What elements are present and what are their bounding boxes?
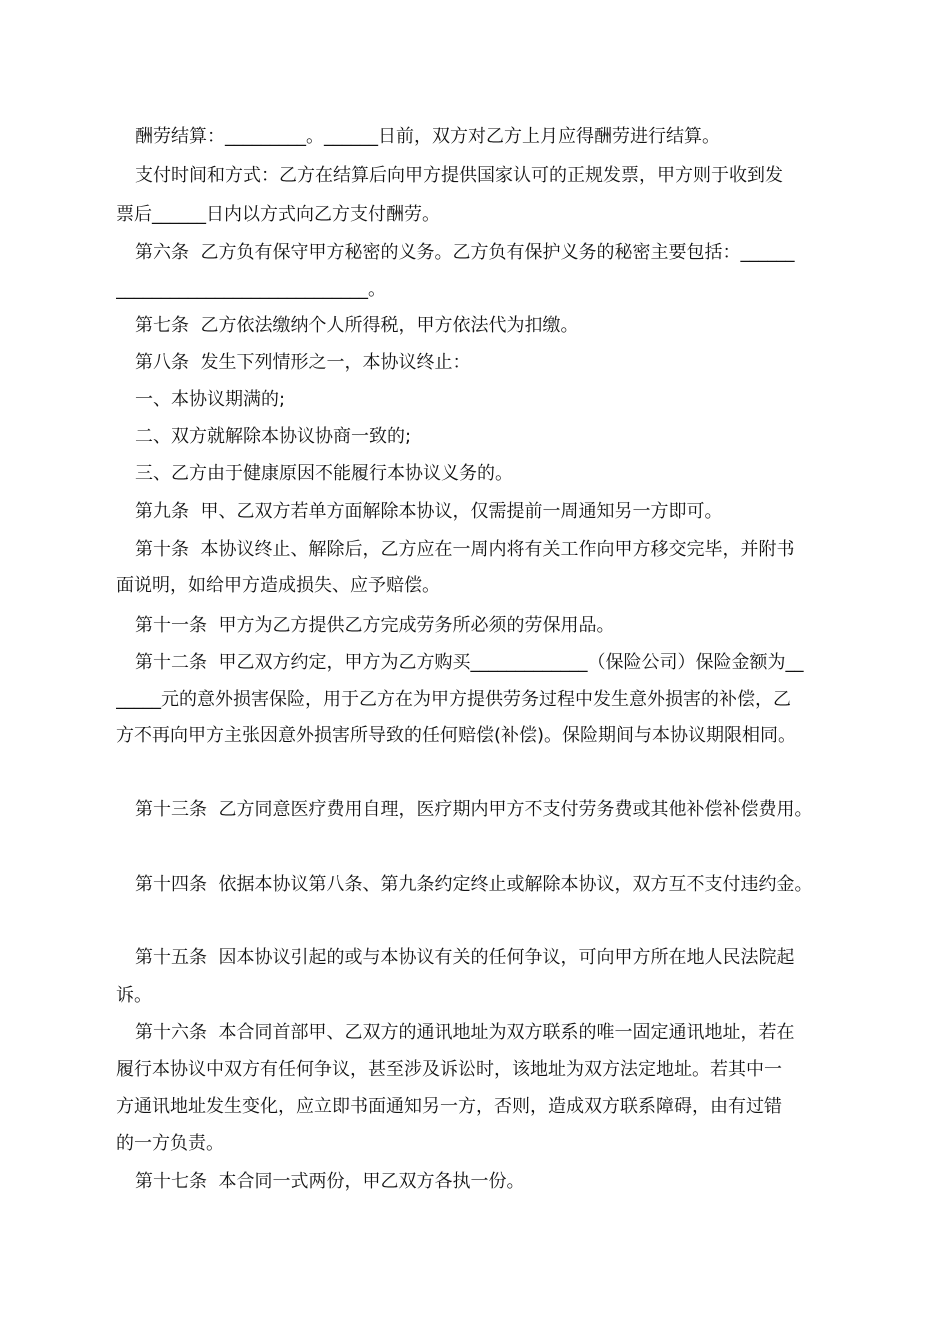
text-line: 第十三条 乙方同意医疗费用自理，医疗期内甲方不支付劳务费或其他补偿补偿费用。 bbox=[135, 799, 813, 820]
text-line: _____元的意外损害保险，用于乙方在为甲方提供劳务过程中发生意外损害的补偿，乙 bbox=[116, 689, 791, 710]
text-line: 第十七条 本合同一式两份，甲乙双方各执一份。 bbox=[135, 1171, 525, 1192]
text-line: 第十一条 甲方为乙方提供乙方完成劳务所必须的劳保用品。 bbox=[135, 615, 615, 636]
text-line: 第七条 乙方依法缴纳个人所得税，甲方依法代为扣缴。 bbox=[135, 315, 579, 336]
text-line: 票后______日内以方式向乙方支付酬劳。 bbox=[116, 204, 440, 225]
text-line: 第十五条 因本协议引起的或与本协议有关的任何争议，可向甲方所在地人民法院起 bbox=[135, 947, 795, 968]
text-line: 面说明，如给甲方造成损失、应予赔偿。 bbox=[116, 575, 440, 596]
text-line: 三、乙方由于健康原因不能履行本协议义务的。 bbox=[135, 463, 513, 484]
text-line: 第八条 发生下列情形之一，本协议终止： bbox=[135, 352, 471, 373]
text-line: 酬劳结算：_________。______日前，双方对乙方上月应得酬劳进行结算。 bbox=[135, 126, 720, 147]
text-line: 第十四条 依据本协议第八条、第九条约定终止或解除本协议，双方互不支付违约金。 bbox=[135, 874, 813, 895]
text-line: 方通讯地址发生变化，应立即书面通知另一方，否则，造成双方联系障碍，由有过错 bbox=[116, 1096, 782, 1117]
text-line: 第九条 甲、乙双方若单方面解除本协议，仅需提前一周通知另一方即可。 bbox=[135, 501, 723, 522]
text-line: 履行本协议中双方有任何争议，甚至涉及诉讼时，该地址为双方法定地址。若其中一 bbox=[116, 1059, 782, 1080]
text-line: 二、双方就解除本协议协商一致的; bbox=[135, 426, 412, 447]
text-line: 支付时间和方式：乙方在结算后向甲方提供国家认可的正规发票，甲方则于收到发 bbox=[135, 165, 783, 186]
text-line: 第六条 乙方负有保守甲方秘密的义务。乙方负有保护义务的秘密主要包括：______ bbox=[135, 242, 795, 263]
text-line: 方不再向甲方主张因意外损害所导致的任何赔偿(补偿)。保险期间与本协议期限相同。 bbox=[116, 725, 797, 746]
text-line: 第十六条 本合同首部甲、乙双方的通讯地址为双方联系的唯一固定通讯地址，若在 bbox=[135, 1022, 795, 1043]
text-line: 一、本协议期满的; bbox=[135, 389, 286, 410]
text-line: 诉。 bbox=[116, 985, 152, 1006]
text-line: 的一方负责。 bbox=[116, 1133, 224, 1154]
text-line: 第十条 本协议终止、解除后，乙方应在一周内将有关工作向甲方移交完毕，并附书 bbox=[135, 539, 795, 560]
text-line: 第十二条 甲乙双方约定，甲方为乙方购买_____________（保险公司）保险金额为__ bbox=[135, 652, 804, 673]
text-line: ____________________________。 bbox=[116, 279, 386, 300]
